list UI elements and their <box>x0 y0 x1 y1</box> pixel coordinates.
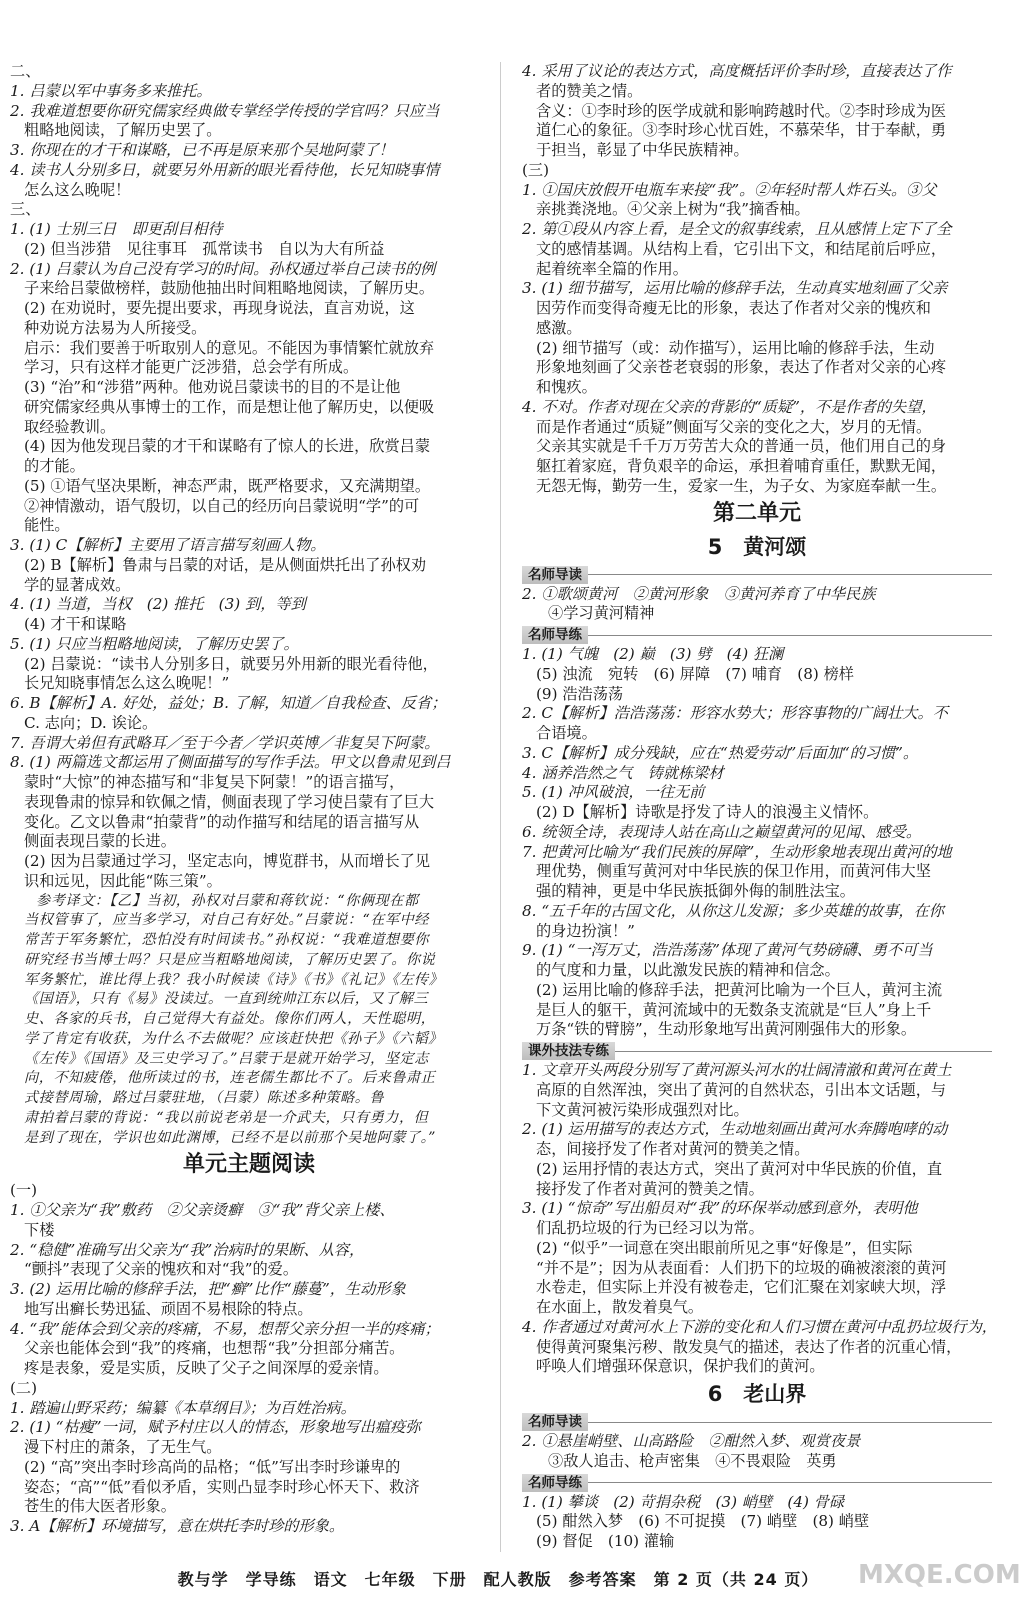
answer-line: 强的精神，更是中华民族抵御外侮的制胜法宝。 <box>536 882 855 900</box>
answer-line: 理优势，侧重写黄河对中华民族的保卫作用，而黄河伟大坚 <box>536 862 931 881</box>
answer-line: 变化。乙文以鲁肃“拍蒙背”的动作描写和结尾的语言描写从 <box>24 812 420 831</box>
answer-line: 史、各家的兵书，自己觉得大有益处。像你们两人，天性聪明， <box>24 1011 436 1027</box>
answer-line: 蒙时“大惊”的神态描写和“非复吴下阿蒙！”的语言描写， <box>24 773 405 791</box>
answer-line: 者的赞美之情。 <box>536 81 643 100</box>
answer-line: 呼唤人们增强环保意识，保护我们的黄河。 <box>536 1357 825 1376</box>
subsection-label: 课外技法专练 <box>522 1042 615 1060</box>
subsection-bar <box>522 1413 992 1431</box>
answer-line: 2. ①歌颂黄河 ②黄河形象 ③黄河养育了中华民族 <box>522 584 876 603</box>
answer-line: 学的显著成效。 <box>24 575 131 594</box>
answer-line: 侧面表现吕蒙的长进。 <box>24 832 176 851</box>
answer-line: 4. 读书人分别多日，就要另外用新的眼光看待他，长兄知晓事情 <box>10 160 440 179</box>
answer-line: 是到了现在，学识也如此渊博，已经不是以前那个吴地阿蒙了。” <box>24 1129 436 1146</box>
answer-line: 的气度和力量，以此激发民族的精神和信念。 <box>536 961 840 979</box>
answer-line: (2) “似乎”一词意在突出眼前所见之事“好像是”，但实际 <box>536 1238 913 1257</box>
answer-line: 们乱扔垃圾的行为已经习以为常。 <box>536 1219 764 1237</box>
answer-line: (2) 因为吕蒙通过学习，坚定志向，博览群书，从而增长了见 <box>24 852 431 870</box>
answer-line: C. 志向；D. 诶论。 <box>24 713 158 732</box>
answer-line: 形象地刻画了父亲苍老衰弱的形象，表达了作者对父亲的心疼 <box>536 358 947 377</box>
answer-line: 识和远见，因此能“陈三策”。 <box>24 871 222 890</box>
answer-line: (2) 吕蒙说：“读书人分别多日，就要另外用新的眼光看待他， <box>24 654 438 673</box>
answer-line: 起着统率全篇的作用。 <box>536 259 688 278</box>
answer-line: 长兄知晓事情怎么这么晚呢！” <box>24 674 230 693</box>
answer-line: 3. (2) 运用比喻的修辞手法，把“癣”比作“藤蔓”，生动形象 <box>10 1280 406 1298</box>
answer-line: 而是作者通过“质疑”侧面写父亲的变化之大，岁月的无情。 <box>536 417 932 436</box>
answer-line: 学习，只有这样才能更广泛涉猎，总会学有所成。 <box>24 358 359 377</box>
answer-line: (3) “治”和“涉猎”两种。他劝说吕蒙读书的目的不是让他 <box>24 378 401 396</box>
answer-line: 和愧疚。 <box>536 378 597 396</box>
answer-line: 感激。 <box>536 318 582 337</box>
answer-line: 式接替周瑜，路过吕蒙驻地，（吕蒙）陈述多种策略。鲁 <box>24 1090 385 1106</box>
lesson-title: 6 老山界 <box>707 1382 807 1406</box>
answer-line: 是巨人的躯干，黄河流域中的无数条支流就是“巨人”身上千 <box>536 1000 932 1019</box>
answer-line: 疼是表象，爱是实质，反映了父子之间深厚的爱亲情。 <box>24 1359 389 1377</box>
answer-line: 2. 第①段从内容上看，是全文的叙事线索，且从感情上定下了全 <box>522 220 952 238</box>
subsection-label: 名师导练 <box>522 1474 588 1492</box>
answer-line: (5) ①语气坚决果断，神态严肃，既严格要求，又充满期望。 <box>24 476 431 495</box>
answer-line: 8. “五千年的古国文化，从你这儿发源；多少英雄的故事，在你 <box>522 901 944 920</box>
answer-line: 4. 不对。作者对现在父亲的背影的“质疑”，不是作者的失望， <box>522 397 937 416</box>
answer-line: 种劝说方法易为人所接受。 <box>24 318 207 337</box>
answer-line: 4. 作者通过对黄河水上下游的变化和人们习惯在黄河中乱扔垃圾行为， <box>522 1317 997 1336</box>
answer-line: 1. 吕蒙以军中事务多来推托。 <box>10 81 212 100</box>
answer-line: 5. (1) 只应当粗略地阅读，了解历史罢了。 <box>10 634 299 653</box>
answer-line: 1. 文章开头两段分别写了黄河源头河水的壮阔清澈和黄河在黄土 <box>522 1061 952 1079</box>
left-column <box>10 62 488 1537</box>
answer-line: (4) 才干和谋略 <box>24 615 127 633</box>
answer-line: 1. ①父亲为“我”敷药 ②父亲烫癣 ③“我”背父亲上楼、 <box>10 1201 395 1219</box>
answer-line: 亲挑粪浇地。④父亲上树为“我”摘香柚。 <box>536 200 810 219</box>
answer-line: 1. 踏遍山野采药；编纂《本草纲目》；为百姓治病。 <box>10 1398 356 1417</box>
answer-line: (9) 浩浩荡荡 <box>536 684 624 703</box>
answer-line: (2) B【解析】鲁肃与吕蒙的对话，是从侧面烘托出了孙权劝 <box>24 555 427 574</box>
answer-line: 2. (1) 运用描写的表达方式，生动地刻画出黄河水奔腾咆哮的动 <box>522 1120 948 1139</box>
answer-line: 向，不知疲倦，他所读过的书，连老儒生都比不了。后来鲁肃正 <box>24 1070 436 1087</box>
answer-line: 研究经书当博士吗？只是应当粗略地阅读，了解历史罢了。你说 <box>24 951 436 968</box>
answer-line: 下楼 <box>24 1220 55 1239</box>
answer-line: 能性。 <box>24 516 70 535</box>
answer-line: 4. (1) 当道，当权 (2) 推托 (3) 到，等到 <box>10 595 306 614</box>
answer-line: 二、 <box>10 62 41 80</box>
section-title: 单元主题阅读 <box>182 1152 315 1178</box>
answer-line: 文的感情基调。从结构上看，它引出下文，和结尾前后呼应， <box>536 239 947 258</box>
answer-line: (9) 督促 (10) 灌输 <box>536 1532 675 1550</box>
answer-line: 1. (1) 攀谈 (2) 苛捐杂税 (3) 峭壁 (4) 骨碌 <box>522 1492 845 1511</box>
section-title: 第二单元 <box>712 500 801 526</box>
subsection-bar <box>522 1042 992 1060</box>
right-column <box>522 62 997 1552</box>
answer-line: 的身边扮演！” <box>536 921 635 940</box>
answer-line: (二) <box>10 1378 38 1397</box>
answer-line: 启示：我们要善于听取别人的意见。不能因为事情繁忙就放弃 <box>24 338 435 357</box>
answer-line: 常苦于军务繁忙，恐怕没有时间读书。”孙权说：“我难道想要你 <box>24 932 429 948</box>
answer-line: 1. (1) 士别三日 即更刮目相待 <box>10 220 223 238</box>
answer-line: 表现鲁肃的惊异和钦佩之情，侧面表现了学习使吕蒙有了巨大 <box>24 792 435 811</box>
answer-line: (2) 运用抒情的表达方式，突出了黄河对中华民族的价值，直 <box>536 1159 943 1178</box>
answer-line: 1. (1) 气魄 (2) 巅 (3) 劈 (4) 狂澜 <box>522 645 784 663</box>
answer-line: ④学习黄河精神 <box>548 604 655 623</box>
answer-line: 水卷走，但实际上并没有被卷走，它们汇聚在刘家峡大坝，浮 <box>536 1278 947 1297</box>
answer-line: 姿态；“高”“低”看似矛盾，实则凸显李时珍心怀天下、救济 <box>24 1477 420 1496</box>
answer-line: 躯扛着家庭，背负艰辛的命运，承担着哺育重任，默默无闻， <box>536 457 947 475</box>
answer-line: ②神情激动，语气殷切，以自己的经历向吕蒙说明“学”的可 <box>24 496 420 515</box>
answer-line: 3. A【解析】环境描写，意在烘托李时珍的形象。 <box>10 1517 345 1535</box>
answer-line: 3. (1) 细节描写，运用比喻的修辞手法，生动真实地刻画了父亲 <box>522 279 948 298</box>
answer-line: 4. “我”能体会到父亲的疼痛，不易，想帮父亲分担一半的疼痛； <box>10 1319 440 1338</box>
answer-line: 父亲也能体会到“我”的疼痛，也想帮“我”分担部分痛苦。 <box>24 1339 405 1358</box>
answer-line: 苍生的伟大医者形象。 <box>24 1497 176 1516</box>
answer-line: 高原的自然浑浊，突出了黄河的自然状态，引出本文话题，与 <box>536 1080 947 1099</box>
subsection-bar <box>522 626 992 644</box>
answer-line: 于担当，彰显了中华民族精神。 <box>536 141 749 159</box>
answer-line: 粗略地阅读，了解历史罢了。 <box>24 121 222 140</box>
answer-line: 道仁心的象征。③李时珍心忧百姓，不慕荣华，甘于奉献，勇 <box>536 121 947 140</box>
answer-line: (2) 细节描写（或：动作描写），运用比喻的修辞手法，生动 <box>536 338 935 357</box>
answer-line: 2. 我难道想要你研究儒家经典做专掌经学传授的学官吗？只应当 <box>10 101 440 120</box>
answer-line: 漫下村庄的萧条，了无生气。 <box>24 1438 222 1456</box>
answer-line: “颤抖”表现了父亲的愧疚和对“我”的爱。 <box>24 1260 299 1279</box>
answer-line: 军务繁忙，谁比得上我？我小时候读《诗》《书》《礼记》《左传》 <box>24 971 444 988</box>
answer-line: 子来给吕蒙做榜样，鼓励他抽出时间粗略地阅读，了解历史。 <box>24 279 435 298</box>
answer-line: 态，间接抒发了作者对黄河的赞美之情。 <box>536 1140 810 1158</box>
answer-line: 肃拍着吕蒙的背说：“我以前说老弟是一介武夫，只有勇力，但 <box>24 1109 429 1126</box>
answer-line: 在水面上，散发着臭气。 <box>536 1298 704 1316</box>
answer-line: 3. C【解析】成分残缺，应在“热爱劳动”后面加“的习惯”。 <box>522 743 919 762</box>
answer-line: 4. 涵养浩然之气 铸就栋梁材 <box>522 763 724 782</box>
answer-line: 地写出癣长势迅猛、顽固不易根除的特点。 <box>24 1299 313 1318</box>
answer-line: 参考译文：【乙】当初，孙权对吕蒙和蒋钦说：“你俩现在都 <box>36 892 419 909</box>
page-footer: 教与学 学导练 语文 七年级 下册 配人教版 参考答案 第 2 页（共 24 页） <box>177 1570 819 1589</box>
watermark-text: MXQE.COM <box>858 1560 1021 1590</box>
answer-line: (2) 运用比喻的修辞手法，把黄河比喻为一个巨人，黄河主流 <box>536 980 943 999</box>
answer-line: 使得黄河聚集污秽、散发臭气的描述，表达了作者的沉重心情， <box>536 1337 962 1356</box>
answer-line: 三、 <box>10 200 41 219</box>
answer-line: 3. (1) C【解析】主要用了语言描写刻画人物。 <box>10 536 326 554</box>
answer-line: 《左传》《国语》及三史学习了。”吕蒙于是就开始学习，坚定志 <box>24 1050 429 1067</box>
subsection-bar <box>522 1474 992 1492</box>
answer-line: 5. (1) 冲风破浪，一往无前 <box>522 783 705 802</box>
answer-line: 因劳作而变得奇瘦无比的形象，表达了作者对父亲的愧疚和 <box>536 299 931 317</box>
answer-line: “并不是”；因为从表面看：人们扔下的垃圾的确被滚滚的黄河 <box>536 1258 947 1277</box>
answer-line: (2) 但当涉猎 见往事耳 孤常读书 自以为大有所益 <box>24 239 385 258</box>
lesson-title: 5 黄河颂 <box>707 534 807 559</box>
answer-line: 4. 采用了议论的表达方式，高度概括评价李时珍，直接表达了作 <box>522 62 952 80</box>
answer-line: 父亲其实就是千千万万劳苦大众的普通一员，他们用自己的身 <box>536 437 947 456</box>
answer-line: 学了肯定有收获，为什么不去做呢？应该赶快把《孙子》《六韬》 <box>24 1030 443 1047</box>
answer-line: (4) 因为他发现吕蒙的才干和谋略有了惊人的长进，欣赏吕蒙 <box>24 437 431 456</box>
answer-line: 万条“铁的臂膀”，生动形象地写出黄河刚强伟大的形象。 <box>536 1020 917 1039</box>
answer-line: 合语境。 <box>536 724 597 742</box>
subsection-label: 名师导练 <box>522 626 588 644</box>
answer-line: (2) D【解析】诗歌是抒发了诗人的浪漫主义情怀。 <box>536 803 879 821</box>
answer-line: 9. (1) “一泻万丈，浩浩荡荡”体现了黄河气势磅礴、勇不可当 <box>522 941 933 960</box>
answer-line: 含义：①李时珍的医学成就和影响跨越时代。②李时珍成为医 <box>536 101 947 120</box>
answer-line: 2. “稳健”准确写出父亲为“我”治病时的果断、从容， <box>10 1240 365 1259</box>
answer-line: (2) “高”突出李时珍高尚的品格；“低”写出李时珍谦卑的 <box>24 1457 401 1476</box>
answer-line: 接抒发了作者对黄河的赞美之情。 <box>536 1179 764 1198</box>
answer-line: 7. 吾谓大弟但有武略耳／至于今者／学识英博／非复吴下阿蒙。 <box>10 733 440 752</box>
answer-line: (2) 在劝说时，要先提出要求，再现身说法，直言劝说，这 <box>24 299 415 317</box>
answer-line: 《国语》，只有《易》没读过。一直到统帅江东以后，又了解三 <box>24 991 429 1008</box>
answer-line: 6. 统领全诗，表现诗人站在高山之巅望黄河的见闻、感受。 <box>522 822 922 841</box>
answer-line: 3. (1) “惊奇”写出船员对“我”的环保举动感到意外，表明他 <box>522 1199 918 1218</box>
answer-line: 8. (1) 两篇选文都运用了侧面描写的写作手法。甲文以鲁肃见到吕 <box>10 753 451 772</box>
answer-line: 2. ①悬崖峭壁、山高路险 ②酣然入梦、观赏夜景 <box>522 1432 861 1450</box>
answer-line: ③敌人追击、枪声密集 ④不畏艰险 英勇 <box>548 1451 837 1470</box>
answer-line: 当权管事了，应当多学习，对自己有好处。”吕蒙说：“在军中经 <box>24 912 429 929</box>
answer-line: 下文黄河被污染形成强烈对比。 <box>536 1100 749 1119</box>
answer-line: 的才能。 <box>24 457 85 475</box>
answer-line: 怎么这么晚呢！ <box>24 180 131 199</box>
answer-line: 无怨无悔，勤劳一生，爱家一生，为子女、为家庭奉献一生。 <box>536 476 947 495</box>
answer-line: (三) <box>522 160 550 179</box>
subsection-label: 名师导读 <box>522 1413 588 1431</box>
answer-line: 3. 你现在的才干和谋略，已不再是原来那个吴地阿蒙了！ <box>10 141 394 159</box>
column-divider <box>500 62 501 1552</box>
answer-line: 研究儒家经典从事博士的工作，而是想让他了解历史，以便吸 <box>24 397 435 416</box>
answer-line: 2. (1) 吕蒙认为自己没有学习的时间。孙权通过举自己读书的例 <box>10 259 436 278</box>
answer-line: (一) <box>10 1181 38 1200</box>
answer-line: 7. 把黄河比喻为“我们民族的屏障”，生动形象地表现出黄河的地 <box>522 842 952 861</box>
subsection-bar <box>522 566 992 584</box>
answer-line: 取经验教训。 <box>24 417 116 436</box>
answer-line: 2. C【解析】浩浩荡荡：形容水势大；形容事物的广阔壮大。不 <box>522 704 948 723</box>
answer-line: (5) 浊流 宛转 (6) 屏障 (7) 哺育 (8) 榜样 <box>536 664 854 683</box>
answer-line: 2. (1) “枯瘦”一词，赋予村庄以人的情态，形象地写出瘟疫弥 <box>10 1418 421 1437</box>
answer-line: 6. B【解析】A. 好处，益处；B. 了解，知道／自我检查、反省； <box>10 694 447 712</box>
answer-line: 1. ①国庆放假开电瓶车来接“我”。②年轻时帮人炸石头。③父 <box>522 180 937 199</box>
subsection-label: 名师导读 <box>522 566 588 584</box>
answer-line: (5) 酣然入梦 (6) 不可捉摸 (7) 峭壁 (8) 峭壁 <box>536 1512 870 1531</box>
